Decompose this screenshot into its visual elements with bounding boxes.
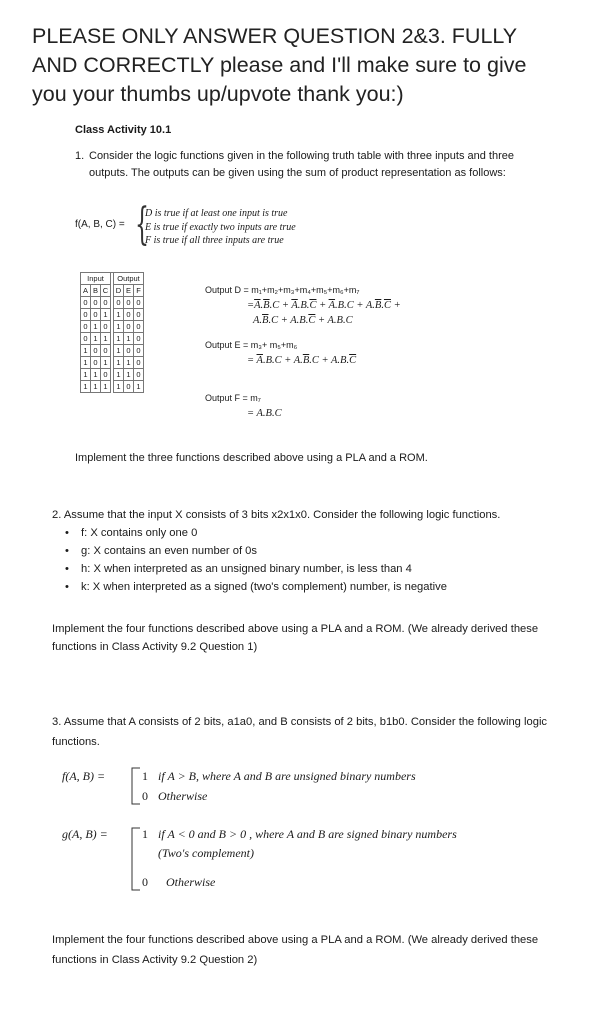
- table-cell: 0: [91, 297, 101, 309]
- brace-icon: {: [135, 199, 149, 250]
- table-col: D: [114, 285, 124, 297]
- output-d-label: Output D = m₁+m₂+m₃+m₄+m₅+m₆+m₇: [205, 285, 360, 295]
- activity-title: Class Activity 10.1: [75, 124, 172, 136]
- bullet-icon: •: [65, 545, 69, 557]
- question-header: [32, 22, 592, 109]
- table-row: [81, 333, 144, 345]
- table-cell: 0: [81, 297, 91, 309]
- table-col: F: [134, 285, 144, 297]
- function-g-definition: [62, 824, 552, 894]
- bullet-text: h: X when interpreted as an unsigned binary number, is less than 4: [81, 563, 412, 575]
- header-line-2: AND CORRECTLY please and I'll make sure to give: [32, 53, 527, 77]
- table-cell: 1: [91, 369, 101, 381]
- table-cell: 1: [124, 369, 134, 381]
- table-row: [81, 357, 144, 369]
- table-row: [81, 321, 144, 333]
- function-definition: [75, 199, 405, 251]
- output-f-label: Output F = m₇: [205, 393, 261, 403]
- table-cell: 1: [114, 381, 124, 393]
- table-cell: 0: [134, 333, 144, 345]
- table-cell: 1: [114, 333, 124, 345]
- table-row: [81, 309, 144, 321]
- table-cell: 1: [134, 381, 144, 393]
- question-1-number: 1.: [75, 150, 85, 162]
- table-cell: 0: [101, 345, 111, 357]
- table-cell: 0: [81, 321, 91, 333]
- table-cell: 0: [91, 309, 101, 321]
- table-row: [81, 369, 144, 381]
- table-cell: 0: [114, 297, 124, 309]
- table-col: B: [91, 285, 101, 297]
- table-cell: 1: [114, 369, 124, 381]
- question-1-body: Consider the logic functions given in the following truth table with three inputs and three outputs. The outputs can be given using the sum of product representation as follows:: [89, 150, 514, 179]
- table-group-input: Input: [81, 273, 111, 285]
- output-d-expr-1: $=\overline{A}.\overline{B}.C + \overline{A}.B.\overline{C} + \overline{A}.B.C + A.\overline{B}.\overline{C}$ +: [247, 300, 401, 311]
- table-cell: 1: [101, 381, 111, 393]
- g-case1-condition-2: (Two's complement): [158, 846, 254, 860]
- function-lhs: f(A, B, C) =: [75, 219, 125, 230]
- table-header-row: [81, 285, 144, 297]
- truth-table-body: [81, 297, 144, 393]
- bullet-icon: •: [65, 581, 69, 593]
- function-f-definition: [62, 766, 532, 806]
- table-cell: 0: [101, 297, 111, 309]
- table-row: [81, 297, 144, 309]
- output-expressions: [205, 283, 401, 421]
- case-d: D is true if at least one input is true: [145, 208, 288, 219]
- q1-implement-text: Implement the three functions described above using a PLA and a ROM.: [75, 452, 428, 464]
- q2-implement-text: Implement the four functions described above using a PLA and a ROM. (We already derived these functions in Class Activity 9.2 Question 1): [52, 623, 539, 653]
- bullet-icon: •: [65, 563, 69, 575]
- table-group-output: Output: [114, 273, 144, 285]
- output-d-expr-2: $A.\overline{B}.C + A.B.\overline{C} + A.B.C$: [253, 315, 353, 326]
- table-cell: 1: [91, 321, 101, 333]
- question-3-text: 3. Assume that A consists of 2 bits, a1a0, and B consists of 2 bits, b1b0. Consider the following logic functions.: [52, 716, 548, 748]
- f-case1-condition: if A > B, where A and B are unsigned binary numbers: [158, 769, 416, 783]
- header-line-3: you your thumbs up/upvote thank you:): [32, 82, 404, 106]
- table-cell: 1: [81, 369, 91, 381]
- table-cell: 1: [114, 357, 124, 369]
- table-cell: 0: [81, 333, 91, 345]
- table-cell: 1: [114, 345, 124, 357]
- g-case1-value: 1: [142, 827, 148, 841]
- f-case1-value: 1: [142, 769, 148, 783]
- table-cell: 0: [134, 309, 144, 321]
- g-case1-condition: if A < 0 and B > 0 , where A and B are signed binary numbers: [158, 827, 457, 841]
- header-line-1: PLEASE ONLY ANSWER QUESTION 2&3. FULLY: [32, 24, 518, 48]
- truth-table: [80, 272, 144, 393]
- table-cell: 1: [101, 333, 111, 345]
- table-col: E: [124, 285, 134, 297]
- table-cell: 0: [134, 345, 144, 357]
- bullet-text: g: X contains an even number of 0s: [81, 545, 258, 557]
- table-cell: 0: [124, 345, 134, 357]
- output-e-label: Output E = m₃+ m₅+m₆: [205, 340, 298, 350]
- table-cell: 1: [114, 309, 124, 321]
- table-cell: 1: [124, 333, 134, 345]
- question-1-text: [75, 148, 545, 182]
- table-cell: 1: [101, 309, 111, 321]
- table-cell: 0: [134, 321, 144, 333]
- f-case2-condition: Otherwise: [158, 789, 208, 803]
- table-cell: 1: [81, 357, 91, 369]
- table-cell: 1: [81, 381, 91, 393]
- bullet-icon: •: [65, 527, 69, 539]
- case-e: E is true if exactly two inputs are true: [145, 221, 296, 233]
- case-f: F is true if all three inputs are true: [145, 235, 284, 246]
- table-cell: 0: [91, 345, 101, 357]
- table-cell: 0: [124, 321, 134, 333]
- bracket-icon: [128, 766, 142, 806]
- table-cell: 1: [124, 357, 134, 369]
- table-cell: 0: [134, 297, 144, 309]
- table-cell: 0: [124, 381, 134, 393]
- table-row: [81, 345, 144, 357]
- table-cell: 0: [81, 309, 91, 321]
- bracket-icon: [128, 824, 142, 894]
- g-case2-condition: Otherwise: [166, 875, 216, 889]
- output-e-expr: = $\overline{A}.B.C + A.\overline{B}.C + A.B.\overline{C}$: [247, 355, 357, 366]
- bullet-text: k: X when interpreted as a signed (two's complement) number, is negative: [81, 581, 447, 593]
- table-col: C: [101, 285, 111, 297]
- bullet-text: f: X contains only one 0: [81, 527, 198, 539]
- q3-implement-text: Implement the four functions described above using a PLA and a ROM. (We already derived these functions in Class Activity 9.2 Question 2): [52, 934, 539, 966]
- table-cell: 1: [91, 333, 101, 345]
- table-cell: 1: [81, 345, 91, 357]
- table-cell: 0: [91, 357, 101, 369]
- output-f-expr: = A.B.C: [247, 408, 282, 419]
- table-cell: 0: [134, 369, 144, 381]
- f-lhs: f(A, B) =: [62, 769, 106, 783]
- table-row: [81, 381, 144, 393]
- table-cell: 0: [124, 309, 134, 321]
- f-case2-value: 0: [142, 789, 148, 803]
- table-cell: 0: [101, 321, 111, 333]
- g-case2-value: 0: [142, 875, 148, 889]
- table-cell: 1: [91, 381, 101, 393]
- table-cell: 0: [101, 369, 111, 381]
- table-cell: 0: [134, 357, 144, 369]
- table-cell: 1: [101, 357, 111, 369]
- function-cases: [145, 207, 296, 248]
- question-2-text: 2. Assume that the input X consists of 3 bits x2x1x0. Consider the following logic functions.: [52, 509, 501, 521]
- table-cell: 0: [124, 297, 134, 309]
- g-lhs: g(A, B) =: [62, 827, 108, 841]
- table-cell: 1: [114, 321, 124, 333]
- table-col: A: [81, 285, 91, 297]
